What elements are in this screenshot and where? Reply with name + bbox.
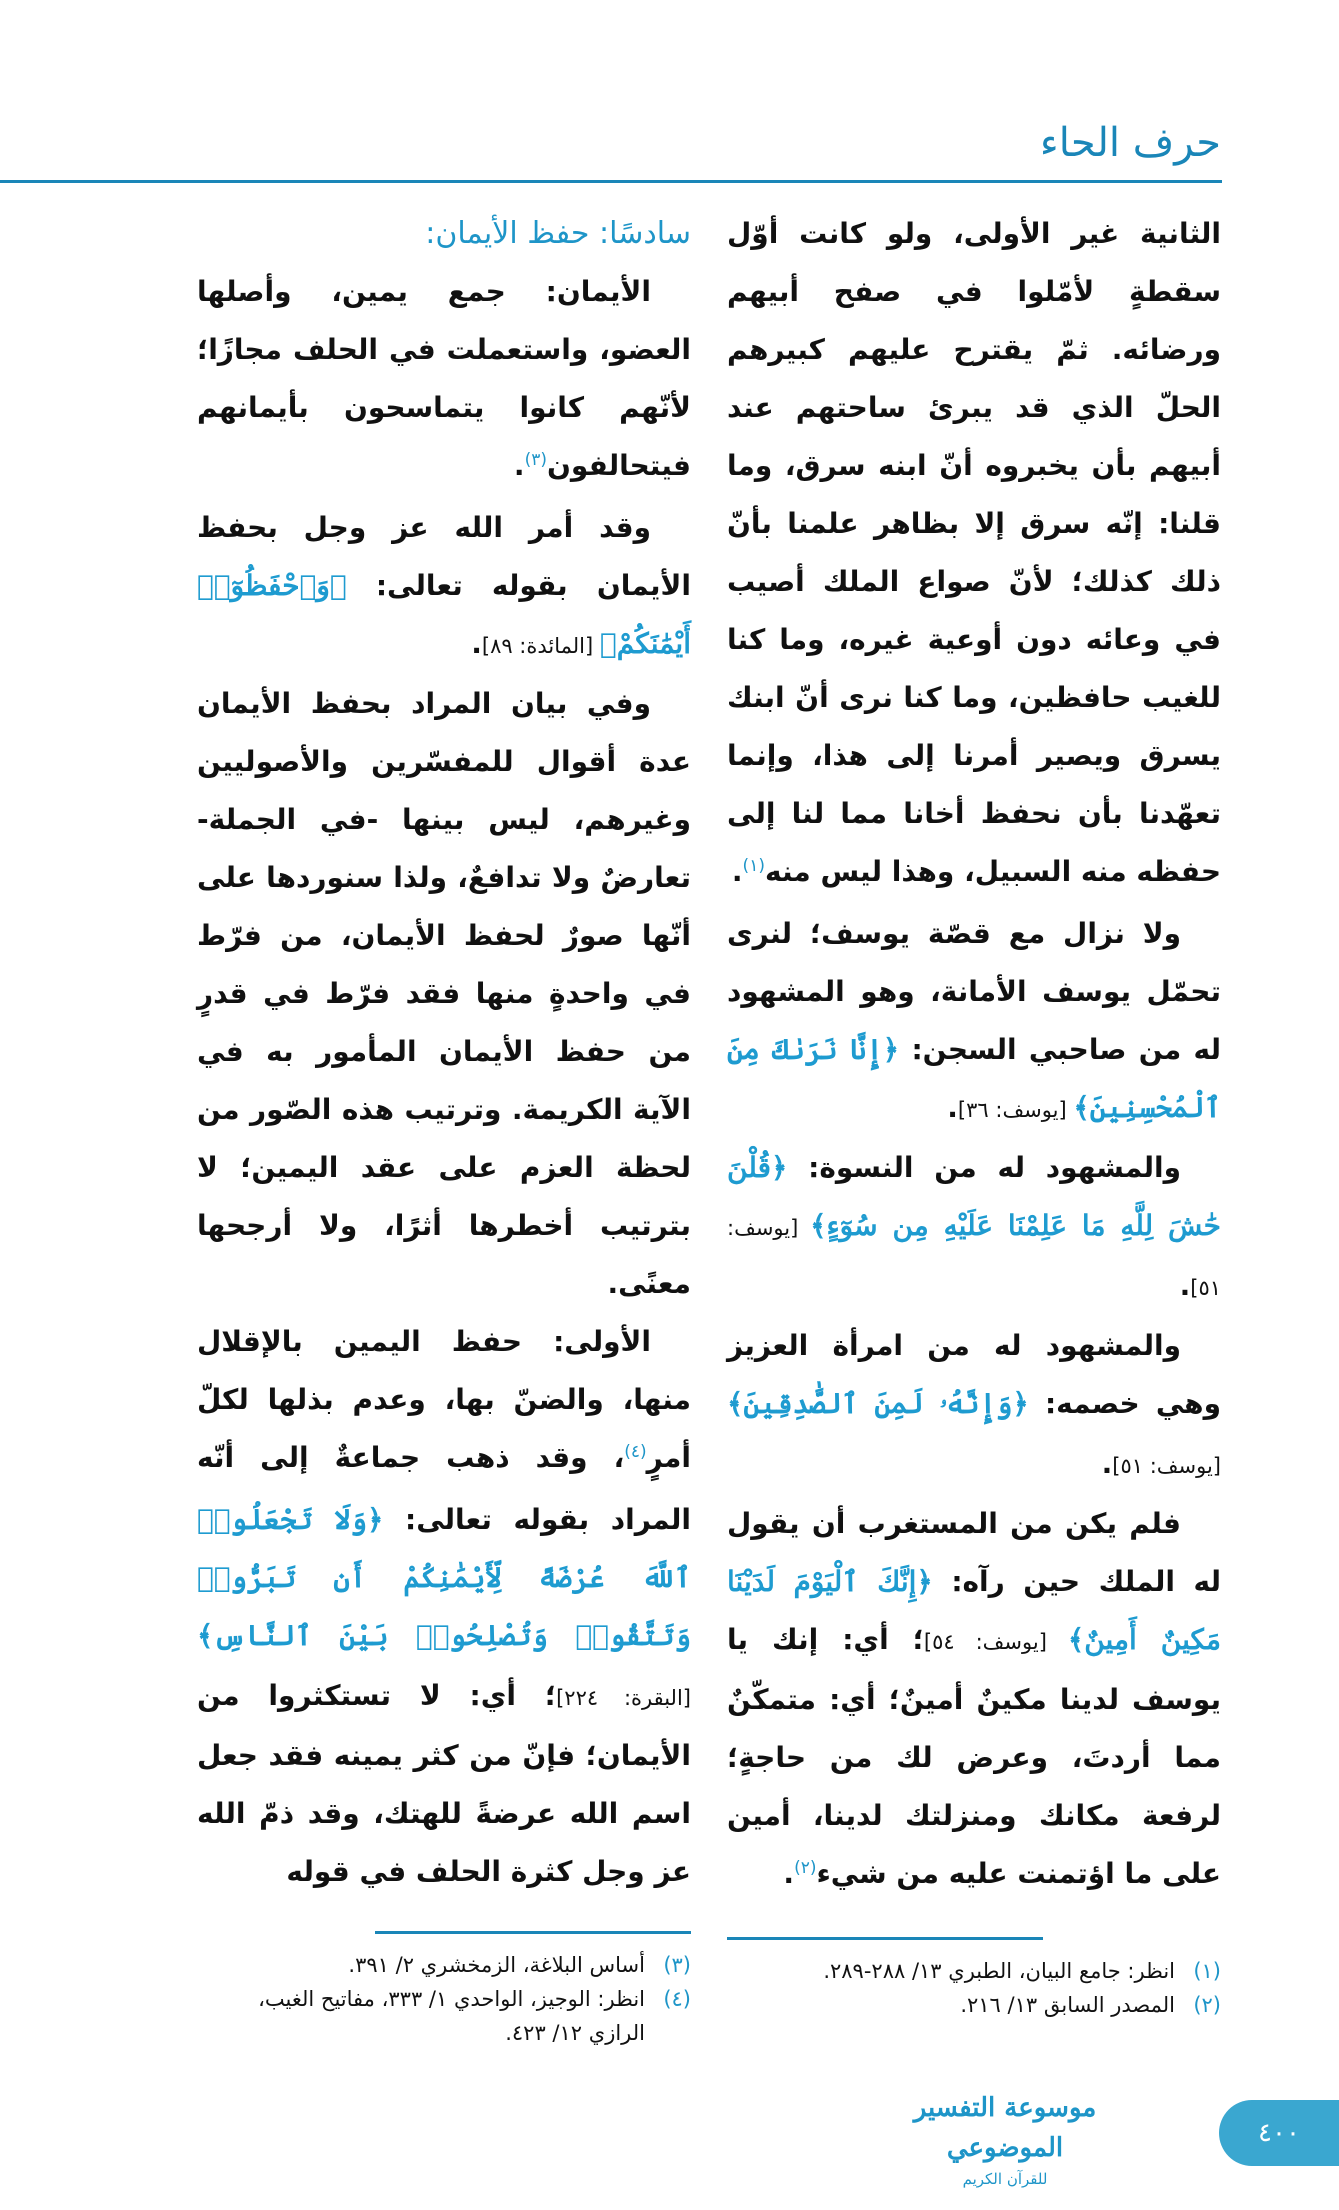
verse-reference: [يوسف: ٥٤]: [923, 1630, 1068, 1654]
quran-verse: ﴿وَٱحْفَظُوٓا۟ أَيْمَٰنَكُمْ﴾: [197, 569, 691, 660]
paragraph-text: .: [731, 855, 743, 888]
encyclopedia-logo: [885, 2088, 1125, 2190]
paragraph-text: ، وقد ذهب جماعةٌ إلى أنّه المراد بقوله تعالى:: [197, 1441, 691, 1536]
section-heading: سادسًا: حفظ الأيمان:: [425, 216, 691, 251]
paragraph: [197, 1313, 691, 1901]
footnote-text: انظر: الوجيز، الواحدي ١/ ٣٣٣، مفاتيح الغيب، الرازي ١٢/ ٤٢٣.: [258, 1987, 645, 2045]
paragraph: [197, 499, 691, 675]
paragraph-text: الثانية غير الأولى، ولو كانت أوّل سقطةٍ لأمّلوا في صفح أبيهم ورضائه. ثمّ يقترح عليهم كبيرهم الحلّ الذي قد يبرئ ساحتهم عند أبيهم بأن يخبروه أنّ ابنه سرق، وما قلنا: إنّه سرق إلا بظاهر علمنا بأنّ ذلك كذلك؛ لأنّ صواع الملك أصيب في وعائه دون أوعية غيره، وما كنا للغيب حافظين، وما كنا نرى أنّ ابنك يسرق ويصير أمرنا إلى هذا، وإنما تعهّدنا بأن نحفظ أخانا مما لنا إلى حفظه منه السبيل، وهذا ليس منه: [727, 217, 1221, 888]
footnote-number: (٢): [1193, 1993, 1221, 2017]
paragraph-text: .: [783, 1857, 795, 1890]
columns: [0, 205, 1339, 2050]
paragraph-text: .: [947, 1091, 958, 1124]
footnote: [727, 1988, 1221, 2022]
footnote: [197, 1948, 691, 1982]
quran-verse: ﴿وَإِنَّهُۥ لَمِنَ ٱلصَّٰدِقِينَ﴾: [727, 1387, 1029, 1420]
verse-reference: [يوسف: ٥١]: [1112, 1454, 1221, 1478]
footnote-text: انظر: جامع البيان، الطبري ١٣/ ٢٨٨-٢٨٩.: [823, 1959, 1175, 1983]
paragraph: [727, 205, 1221, 905]
right-column-text: [727, 205, 1221, 1907]
paragraph-text: وفي بيان المراد بحفظ الأيمان عدة أقوال للمفسّرين والأصوليين وغيرهم، ليس بينها -في الجملة- تعارضٌ ولا تدافعٌ، ولذا سنوردها على أنّها صورٌ لحفظ الأيمان، من فرّط في واحدةٍ منها فقد فرّط في قدرٍ من حفظ الأيمان المأمور به في الآية الكريمة. وترتيب هذه الصّور من لحظة العزم على عقد اليمين؛ لا بترتيب أخطرها أثرًا، ولا أرجحها معنًى.: [197, 687, 691, 1300]
right-footnotes: [727, 1954, 1221, 2022]
verse-reference: [يوسف: ٥١]: [727, 1216, 1221, 1300]
chapter-header: حرف الحاء: [1039, 120, 1221, 166]
left-column: [197, 205, 691, 2050]
footnote: [197, 1982, 691, 2050]
footnote-marker: (٣): [524, 450, 547, 470]
paragraph-text: .: [1179, 1269, 1191, 1302]
verse-reference: [يوسف: ٣٦]: [957, 1098, 1074, 1122]
paragraph-text: .: [513, 449, 525, 482]
page-footer: [0, 2080, 1339, 2210]
right-column: [727, 205, 1221, 2022]
footnote-number: (٤): [663, 1987, 691, 2011]
paragraph-text: الأيمان: جمع يمين، وأصلها العضو، واستعملت في الحلف مجازًا؛ لأنّهم كانوا يتماسحون بأيمانهم فيتحالفون: [197, 275, 691, 482]
left-column-text: [197, 205, 691, 1901]
quran-verse: ﴿إِنَّكَ ٱلْيَوْمَ لَدَيْنَا مَكِينٌ أَمِينٌ﴾: [727, 1565, 1222, 1656]
header-divider: [0, 180, 1222, 183]
footnote-text: أساس البلاغة، الزمخشري ٢/ ٣٩١.: [348, 1953, 645, 1977]
paragraph: [727, 1317, 1221, 1495]
footnote-marker: (٢): [794, 1858, 817, 1878]
footnote-number: (١): [1193, 1959, 1221, 1983]
footnote-number: (٣): [663, 1953, 691, 1977]
quran-verse: ﴿إِنَّا نَرَىٰكَ مِنَ ٱلْمُحْسِنِينَ﴾: [727, 1033, 1221, 1124]
footnote-divider: [375, 1931, 691, 1934]
paragraph-text: فلم يكن من المستغرب أن يقول له الملك حين رآه:: [727, 1507, 1222, 1598]
paragraph-text: والمشهود له من امرأة العزيز وهي خصمه:: [727, 1329, 1221, 1420]
paragraph-text: والمشهود له من النسوة:: [787, 1151, 1181, 1184]
page-number: ٤٠٠: [1219, 2100, 1339, 2166]
paragraph-text: الأولى: حفظ اليمين بالإقلال منها، والضنّ بها، وعدم بذلها لكلّ أمرٍ: [197, 1325, 691, 1474]
footnote-text: المصدر السابق ١٣/ ٢١٦.: [960, 1993, 1175, 2017]
paragraph: [727, 905, 1221, 1139]
footnote-divider: [727, 1937, 1043, 1940]
paragraph-text: .: [471, 627, 482, 660]
logo-subtitle: للقرآن الكريم: [962, 2170, 1048, 2188]
paragraph-text: ؛ أي: لا تستكثروا من الأيمان؛ فإنّ من كثر يمينه فقد جعل اسم الله عرضةً للهتك، وقد ذمّ الله عز وجل كثرة الحلف في قوله: [197, 1679, 691, 1888]
footnote-marker: (٤): [624, 1442, 647, 1462]
footnote: [727, 1954, 1221, 1988]
verse-reference: [البقرة: ٢٢٤]: [556, 1686, 691, 1710]
paragraph: [197, 675, 691, 1313]
paragraph-text: ولا نزال مع قصّة يوسف؛ لنرى تحمّل يوسف الأمانة، وهو المشهود له من صاحبي السجن:: [727, 917, 1221, 1066]
paragraph: [727, 1139, 1221, 1317]
paragraph-text: .: [1101, 1447, 1113, 1480]
page-header: [0, 0, 1339, 205]
verse-reference: [المائدة: ٨٩]: [481, 634, 600, 658]
footnote-marker: (١): [742, 856, 765, 876]
logo-title: موسوعة التفسير الموضوعي: [913, 2093, 1097, 2163]
paragraph-text: ؛ أي: إنك يا يوسف لدينا مكينٌ أمينٌ؛ أي: متمكّنٌ مما أردتَ، وعرض لك من حاجةٍ؛ لرفعة مكانك ومنزلتك لدينا، أمين على ما اؤتمنت عليه من شيء: [727, 1623, 1221, 1890]
quran-verse: ﴿قُلْنَ حَٰشَ لِلَّهِ مَا عَلِمْنَا عَلَيْهِ مِن سُوٓءٍ﴾: [727, 1151, 1221, 1242]
paragraph: [727, 1495, 1221, 1907]
left-footnotes: [197, 1948, 691, 2050]
paragraph-text: وقد أمر الله عز وجل بحفظ الأيمان بقوله تعالى:: [197, 511, 691, 602]
paragraph: [197, 263, 691, 499]
quran-verse: ﴿وَلَا تَجْعَلُوا۟ ٱللَّهَ عُرْضَةً لِّأَيْمَٰنِكُمْ أَن تَبَرُّوا۟ وَتَتَّقُوا۟ وَتُصْلِحُوا۟ بَيْنَ ٱلنَّاسِ﴾: [197, 1503, 691, 1652]
